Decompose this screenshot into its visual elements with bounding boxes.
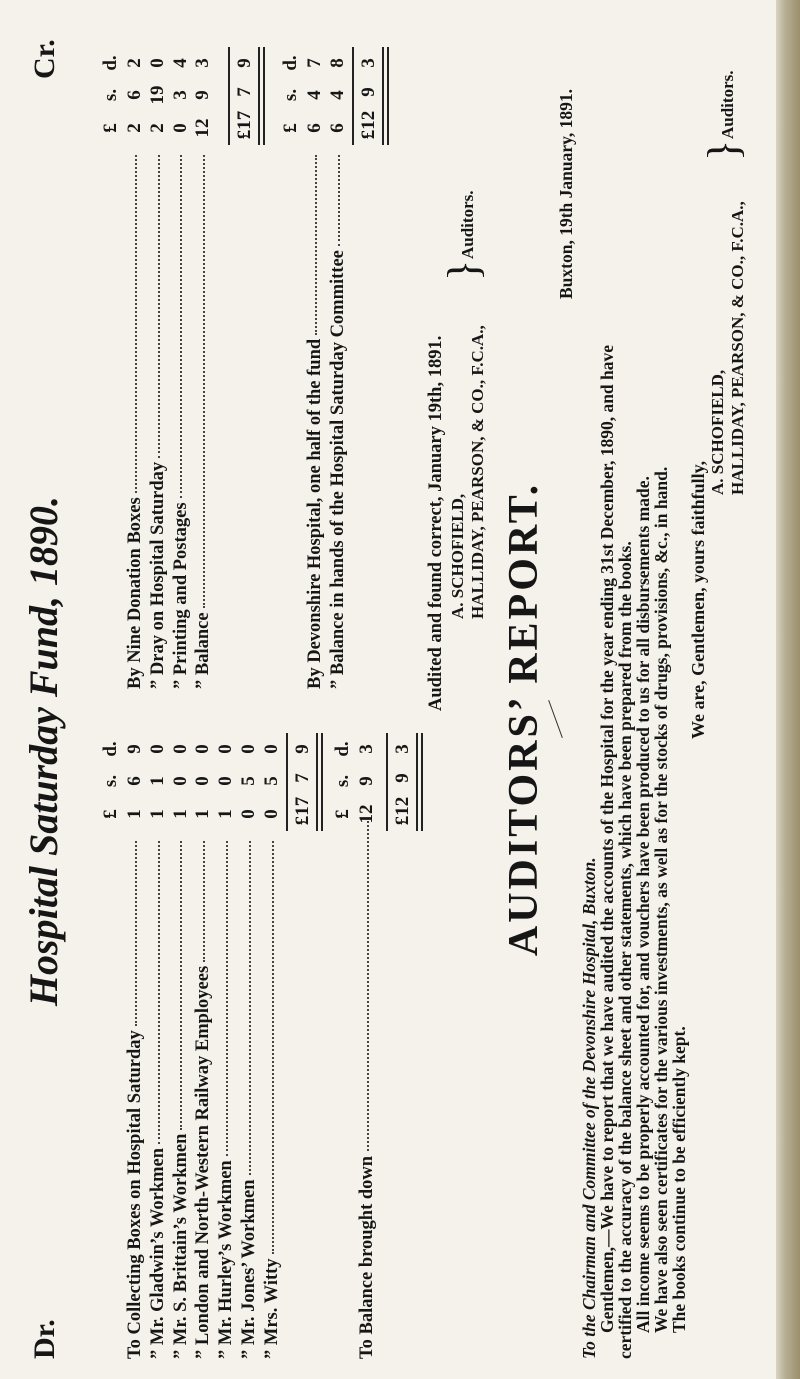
debit-entry-shillings: 0 (169, 776, 191, 786)
credit-entry-shillings: 6 (124, 90, 145, 100)
credit-label: Cr. (28, 39, 61, 79)
debit-entry (170, 841, 192, 1359)
credit-entry-label: ” Printing and Postages (170, 502, 191, 689)
leader-dots (135, 841, 137, 1026)
debit-entry-pounds: 1 (192, 809, 214, 819)
page-edge (776, 0, 800, 1379)
credit-double-rule (258, 47, 265, 145)
credit-entry-label: ” Balance (193, 612, 214, 689)
credit-entry-pence: 4 (169, 58, 191, 68)
debit-entry (147, 841, 169, 1359)
credit-shillings-head: s. (100, 88, 121, 102)
credit-split-pounds: 6 (326, 123, 348, 133)
debit-balance-total-pounds: £12 (392, 796, 413, 826)
report-auditor-2: HALLIDAY, PEARSON, & CO., F.C.A., (728, 201, 747, 495)
balance-brought-down-pence: 3 (356, 744, 377, 754)
credit-entry-pounds: 2 (124, 123, 145, 133)
report-line-2: certified to the accuracy of the balance sheet and other statements, which have been prepared from the books. (615, 541, 635, 1359)
balance-brought-down-shillings: 9 (356, 776, 377, 786)
debit-entry (192, 841, 214, 1359)
debit-balance-double-rule (416, 733, 423, 831)
audit-role: Auditors. (458, 190, 477, 259)
report-role: Auditors. (718, 70, 737, 139)
credit-split-label: By Devonshire Hospital, one half of the fund (305, 338, 325, 689)
report-place-date: Buxton, 19th January, 1891. (556, 88, 576, 299)
debit-double-rule (316, 733, 323, 831)
leader-dots (158, 155, 160, 458)
credit-balance-double-rule (382, 47, 389, 145)
leader-dots (338, 155, 340, 246)
leader-dots (203, 841, 205, 962)
debit-entry-pence: 0 (238, 744, 259, 754)
debit-entry-label: ” Mrs. Witty (261, 1258, 282, 1359)
credit-balance-rule (352, 47, 354, 145)
report-brace: } (699, 139, 748, 161)
debit-entry (124, 841, 146, 1359)
debit-entry-shillings: 5 (260, 776, 282, 786)
debit-entry-label: ” London and North-Western Railway Employees (193, 965, 214, 1359)
credit-balance-total-shillings: 9 (358, 87, 379, 97)
debit-entry (261, 841, 283, 1359)
credit-bal-pounds-head: £ (280, 123, 301, 133)
credit-bal-pence-head: d. (280, 55, 301, 71)
audit-auditor-1: A. SCHOFIELD, (448, 493, 467, 619)
credit-split-label: ” Balance in hands of the Hospital Saturday Committee (327, 250, 348, 689)
credit-entry-pence: 2 (124, 58, 145, 68)
debit-balance-brought-down (356, 821, 378, 1359)
report-auditor-1: A. SCHOFIELD, (708, 369, 727, 495)
leader-dots (135, 155, 137, 493)
debit-rule (286, 733, 288, 831)
credit-split-shillings: 4 (304, 90, 325, 100)
audit-signatures (448, 325, 488, 619)
credit-entry-pence: 3 (192, 58, 214, 68)
credit-entry-shillings: 9 (192, 90, 214, 100)
report-line-3: All income seems to be properly accounted for, and vouchers have been produced to us for all disbursements made. (633, 476, 653, 1333)
debit-entry-pounds: 1 (169, 809, 191, 819)
credit-pounds-head: £ (100, 123, 121, 133)
debit-entry-shillings: 5 (238, 776, 259, 786)
debit-entry-pence: 0 (260, 744, 282, 754)
debit-entry-shillings: 0 (215, 776, 237, 786)
debit-entry-label: ” Mr. Hurley’s Workmen (216, 1160, 237, 1359)
debit-entry-pence: 0 (192, 744, 214, 754)
debit-entry-label: ” Mr. Jones’ Workmen (239, 1179, 259, 1359)
debit-total-shillings: 7 (292, 773, 313, 783)
debit-entry-pounds: 1 (215, 809, 237, 819)
credit-entry-label: By Nine Donation Boxes (125, 497, 145, 689)
debit-entry-label: ” Mr. S. Brittain’s Workmen (170, 1133, 191, 1359)
credit-entry-pounds: 2 (146, 123, 168, 133)
audit-note: Audited and found correct, January 19th, 1891. (426, 335, 446, 711)
credit-split-pounds: 6 (304, 123, 325, 133)
leader-dots (315, 155, 317, 335)
debit-pence-head: d. (100, 741, 121, 757)
credit-entry (192, 155, 214, 689)
leader-dots (180, 841, 182, 1130)
report-line-5: The books continue to be efficiently kept. (669, 1026, 689, 1333)
credit-entry-pence: 0 (146, 58, 168, 68)
credit-entry-label: ” Dray on Hospital Saturday (147, 461, 168, 689)
heading-flourish (548, 700, 563, 738)
debit-label: Dr. (28, 1319, 61, 1359)
debit-entry-shillings: 1 (146, 776, 168, 786)
report-line-4: We have also seen certificates for the various investments, as well as for the stocks of drugs, provisions, &c., in hand. (651, 466, 671, 1333)
debit-balance-rule (386, 733, 388, 831)
credit-split (304, 155, 326, 689)
credit-entry (170, 155, 192, 689)
credit-balance-total-pence: 3 (358, 58, 379, 68)
debit-entry (238, 841, 260, 1359)
report-body (580, 345, 688, 1359)
debit-total-pence: 9 (292, 744, 313, 754)
credit-split-shillings: 4 (326, 90, 348, 100)
debit-bal-pounds-head: £ (332, 809, 353, 819)
audit-brace: } (439, 259, 488, 281)
credit-entry (147, 155, 169, 689)
credit-split-pence: 7 (304, 58, 325, 68)
debit-entry-pounds: 0 (260, 809, 282, 819)
page-title: Hospital Saturday Fund, 1890. (21, 495, 66, 1007)
debit-entry-pence: 0 (146, 744, 168, 754)
debit-pounds-head: £ (100, 809, 121, 819)
credit-total-shillings: 7 (234, 87, 255, 97)
debit-entry-pounds: 0 (238, 809, 259, 819)
debit-entry-label: To Collecting Boxes on Hospital Saturday (125, 1030, 145, 1359)
credit-entry-shillings: 19 (146, 85, 168, 105)
leader-dots (226, 841, 228, 1156)
debit-total-pounds: £17 (292, 796, 313, 826)
credit-split-pence: 8 (326, 58, 348, 68)
credit-total-pence: 9 (234, 58, 255, 68)
debit-balance-total-shillings: 9 (392, 773, 413, 783)
debit-entry-pence: 0 (215, 744, 237, 754)
credit-total-pounds: £17 (234, 110, 255, 140)
credit-split (327, 155, 349, 689)
debit-entry-pence: 0 (169, 744, 191, 754)
credit-entry (124, 155, 146, 689)
balance-brought-down-label: To Balance brought down (357, 1155, 377, 1359)
credit-entry-pounds: 12 (192, 118, 214, 138)
debit-entry-pounds: 1 (124, 809, 145, 819)
debit-bal-pence-head: d. (332, 741, 353, 757)
debit-balance-total-pence: 3 (392, 744, 413, 754)
leader-dots (249, 841, 251, 1175)
credit-rule (228, 47, 230, 145)
report-line-1: Gentlemen,—We have to report that we have audited the accounts of the Hospital for the year ending 31st December, 1890, and have (597, 344, 617, 1333)
debit-entry-pounds: 1 (146, 809, 168, 819)
credit-balance-total-pounds: £12 (358, 110, 379, 140)
leader-dots (180, 155, 182, 498)
report-signatures (708, 201, 748, 495)
credit-entry-pounds: 0 (169, 123, 191, 133)
leader-dots (367, 821, 369, 1151)
credit-pence-head: d. (100, 55, 121, 71)
credit-entry-shillings: 3 (169, 90, 191, 100)
balance-brought-down-pounds: 12 (356, 804, 377, 824)
credit-bal-shillings-head: s. (280, 88, 301, 102)
debit-entry-shillings: 0 (192, 776, 214, 786)
debit-shillings-head: s. (100, 774, 121, 788)
debit-entry-label: ” Mr. Gladwin’s Workmen (147, 1147, 168, 1359)
audit-auditor-2: HALLIDAY, PEARSON, & CO., F.C.A., (468, 325, 487, 619)
report-heading: AUDITORS’ REPORT. (501, 481, 547, 957)
debit-bal-shillings-head: s. (332, 774, 353, 788)
report-salutation: To the Chairman and Committee of the Devonshire Hospital, Buxton. (579, 857, 599, 1359)
leader-dots (272, 841, 274, 1254)
leader-dots (203, 155, 205, 608)
debit-entry-shillings: 6 (124, 776, 145, 786)
debit-entry-pence: 9 (124, 744, 145, 754)
debit-entry (215, 841, 237, 1359)
leader-dots (158, 841, 160, 1144)
report-closing: We are, Gentlemen, yours faithfully, (688, 460, 708, 739)
